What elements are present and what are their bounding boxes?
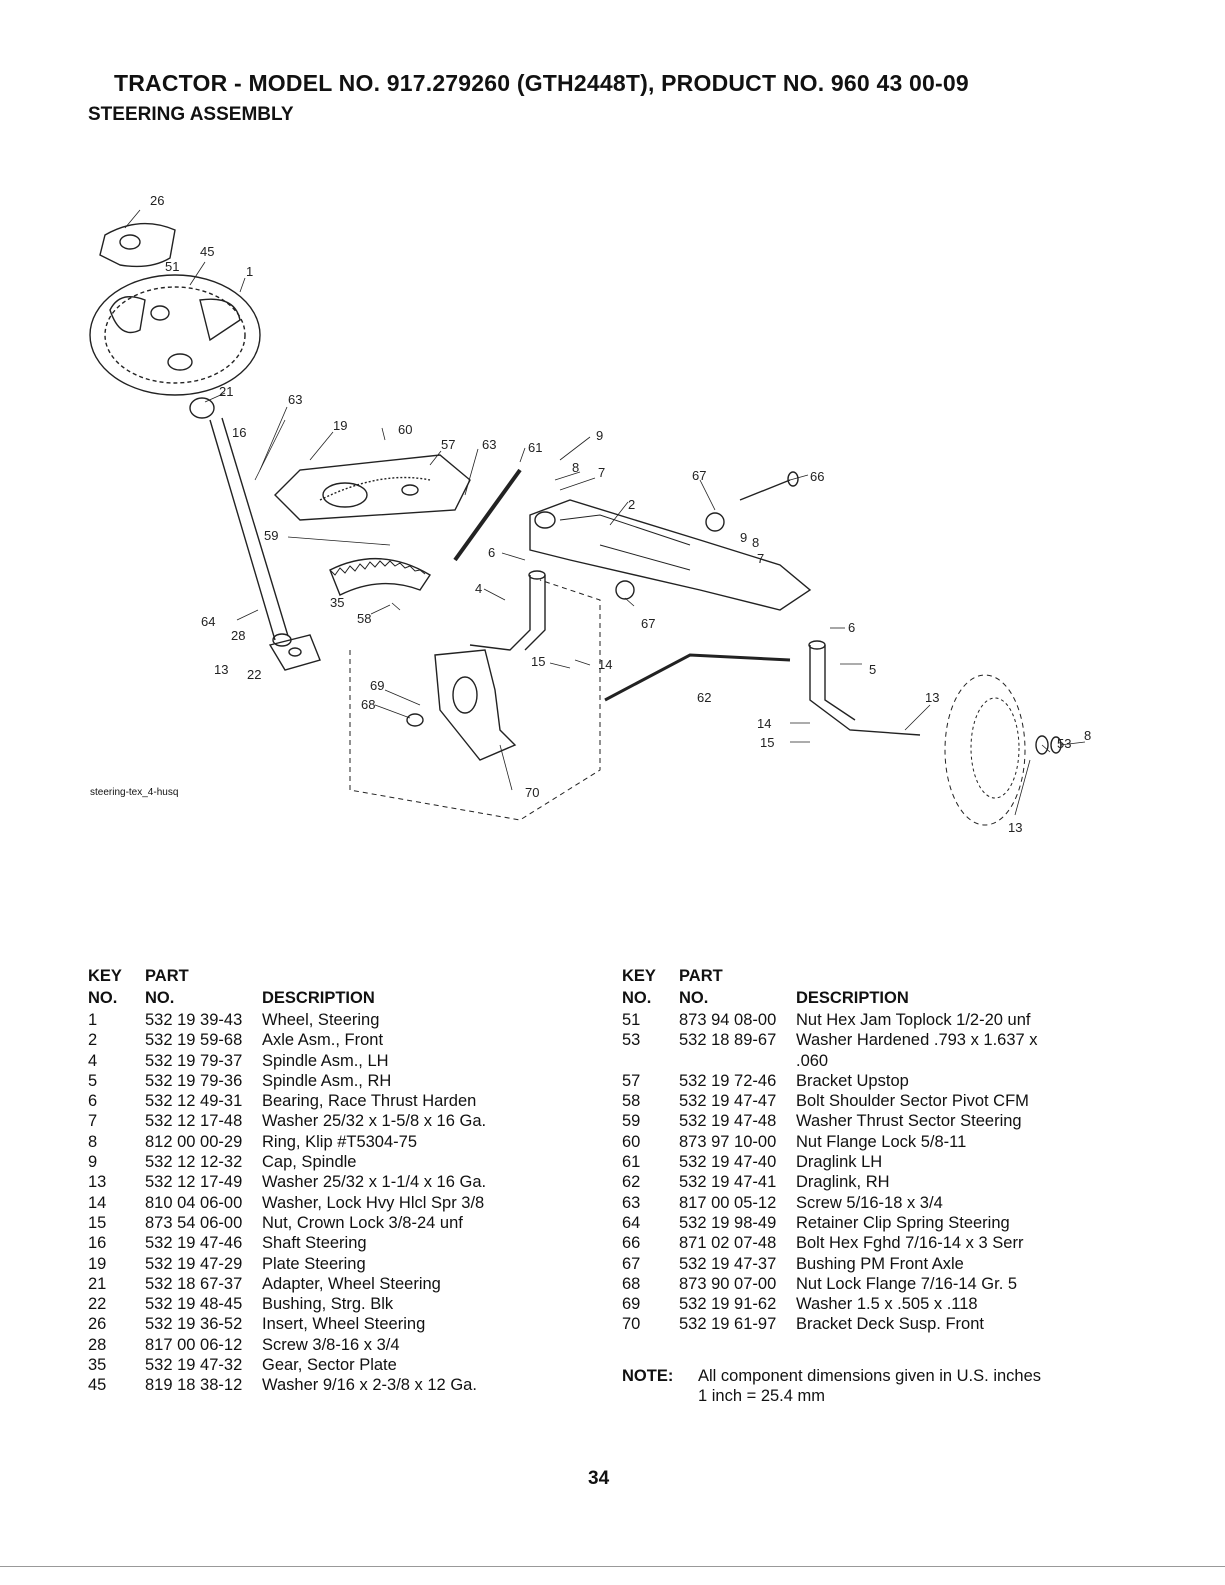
table-row	[622, 1071, 1122, 1091]
table-row	[622, 1010, 1122, 1030]
part-number: 532 12 49-31	[145, 1092, 243, 1111]
part-key: 9	[88, 1153, 98, 1172]
part-number: 532 19 98-49	[679, 1213, 777, 1232]
callout-8b: 8	[752, 535, 760, 550]
table-row	[622, 1152, 1122, 1172]
part-key: 58	[622, 1092, 641, 1111]
table-row	[88, 1335, 558, 1355]
table-row	[88, 1091, 558, 1111]
table-row	[622, 1314, 1122, 1334]
callout-19: 19	[333, 418, 348, 433]
table-row	[622, 1274, 1122, 1294]
part-description: Spindle Asm., LH	[262, 1051, 389, 1070]
part-number: 873 97 10-00	[679, 1132, 777, 1151]
callout-4: 4	[475, 581, 483, 596]
part-description: Washer, Lock Hvy Hlcl Spr 3/8	[262, 1193, 485, 1212]
table-row	[622, 1254, 1122, 1274]
part-number: 817 00 05-12	[679, 1193, 777, 1212]
table-row	[88, 1071, 558, 1091]
description-header: DESCRIPTION	[262, 989, 375, 1007]
note-line-2: 1 inch = 25.4 mm	[698, 1387, 826, 1405]
callout-45: 45	[200, 244, 215, 259]
part-number: 532 19 47-41	[679, 1173, 777, 1192]
table-row	[88, 1254, 558, 1274]
part-description: Screw 5/16-18 x 3/4	[796, 1193, 943, 1212]
callout-9b: 9	[740, 530, 748, 545]
part-description: Bushing, Strg. Blk	[262, 1295, 394, 1314]
part-number: 532 19 36-52	[145, 1315, 243, 1334]
parts-rows-right	[622, 1010, 1122, 1335]
part-header-1: PART	[145, 967, 189, 985]
part-description: Bearing, Race Thrust Harden	[262, 1092, 477, 1111]
part-number: 532 19 47-48	[679, 1112, 777, 1131]
part-number: 532 19 91-62	[679, 1295, 777, 1314]
table-row	[622, 1091, 1122, 1111]
callout-66: 66	[810, 469, 825, 484]
part-key: 53	[622, 1031, 641, 1050]
table-row	[88, 1132, 558, 1152]
axle-bolt	[740, 472, 798, 500]
part-key: 66	[622, 1234, 641, 1253]
part-description: Washer 25/32 x 1-5/8 x 16 Ga.	[262, 1112, 487, 1131]
part-description: Washer Hardened .793 x 1.637 x	[796, 1031, 1038, 1050]
part-key: 68	[622, 1274, 641, 1293]
part-number: 871 02 07-48	[679, 1234, 777, 1253]
part-description: Wheel, Steering	[262, 1011, 380, 1029]
table-row	[88, 1152, 558, 1172]
key-header-2: NO.	[88, 989, 118, 1007]
wheel-insert	[100, 224, 175, 267]
part-description: Cap, Spindle	[262, 1153, 357, 1172]
parts-list-right	[622, 966, 1122, 1335]
callout-59: 59	[264, 528, 279, 543]
callout-1: 1	[246, 264, 254, 279]
description-header: DESCRIPTION	[796, 989, 909, 1007]
callout-13b: 13	[925, 690, 940, 705]
part-number: 873 90 07-00	[679, 1274, 777, 1293]
table-row	[622, 1172, 1122, 1192]
part-description: Gear, Sector Plate	[262, 1356, 397, 1375]
part-description: Shaft Steering	[262, 1234, 367, 1253]
part-key: 69	[622, 1295, 641, 1314]
callout-64: 64	[201, 614, 216, 629]
part-number: 532 19 79-37	[145, 1051, 243, 1070]
table-row	[622, 1233, 1122, 1253]
part-number: 532 19 47-29	[145, 1254, 243, 1273]
table-row	[88, 1030, 558, 1050]
section-subtitle: STEERING ASSEMBLY	[88, 104, 294, 125]
part-key: 35	[88, 1356, 107, 1375]
callout-14b: 14	[757, 716, 772, 731]
part-description: Nut, Crown Lock 3/8-24 unf	[262, 1213, 463, 1232]
part-number: 532 18 67-37	[145, 1274, 243, 1293]
diagram-caption: steering-tex_4-husq	[90, 787, 179, 798]
key-header-1: KEY	[88, 967, 122, 985]
part-number: 532 12 17-49	[145, 1173, 243, 1192]
callout-7b: 7	[757, 551, 765, 566]
deck-bracket	[407, 650, 515, 760]
part-description: Washer 1.5 x .505 x .118	[796, 1295, 978, 1314]
callout-9: 9	[596, 428, 604, 443]
part-key: 28	[88, 1335, 107, 1354]
part-description: Washer Thrust Sector Steering	[796, 1112, 1022, 1131]
part-key: 6	[88, 1092, 98, 1111]
bushing-block	[270, 635, 320, 670]
callout-2: 2	[628, 497, 636, 512]
callout-63b: 63	[482, 437, 497, 452]
table-row	[622, 1294, 1122, 1314]
part-key: 70	[622, 1315, 641, 1334]
part-number: 532 19 72-46	[679, 1071, 777, 1090]
callout-14: 14	[598, 657, 613, 672]
page-number: 34	[588, 1468, 610, 1489]
note-line-1: All component dimensions given in U.S. inches	[698, 1367, 1042, 1385]
table-row	[622, 1030, 1122, 1050]
callout-67b: 67	[641, 616, 656, 631]
table-row	[622, 1193, 1122, 1213]
part-number: 532 19 47-46	[145, 1234, 243, 1253]
part-key: 63	[622, 1193, 641, 1212]
part-key: 61	[622, 1153, 641, 1172]
note	[622, 1366, 1042, 1405]
table-row	[622, 1213, 1122, 1233]
table-row	[88, 1010, 558, 1030]
table-row	[88, 1172, 558, 1192]
callout-7: 7	[598, 465, 606, 480]
part-header-1: PART	[679, 967, 723, 985]
part-description: Bracket Deck Susp. Front	[796, 1315, 984, 1334]
part-number: 532 18 89-67	[679, 1031, 777, 1050]
callout-13c: 13	[1008, 820, 1023, 835]
table-row	[622, 1111, 1122, 1131]
part-number: 532 19 47-32	[145, 1356, 243, 1375]
part-key: 1	[88, 1011, 98, 1029]
part-description: Adapter, Wheel Steering	[262, 1274, 441, 1293]
part-header-2: NO.	[679, 989, 709, 1007]
part-description: Bolt Hex Fghd 7/16-14 x 3 Serr	[796, 1234, 1024, 1253]
table-row	[88, 1294, 558, 1314]
part-key: 62	[622, 1173, 641, 1192]
part-number: 532 19 39-43	[145, 1011, 243, 1029]
part-description: Screw 3/8-16 x 3/4	[262, 1335, 400, 1354]
part-number: 532 19 59-68	[145, 1031, 243, 1050]
callout-67: 67	[692, 468, 707, 483]
front-wheel	[945, 675, 1061, 825]
part-key: 64	[622, 1213, 641, 1232]
callout-51: 51	[165, 259, 180, 274]
part-number: 532 19 47-47	[679, 1092, 777, 1111]
part-key: 16	[88, 1234, 107, 1253]
part-key: 21	[88, 1274, 107, 1293]
callout-70: 70	[525, 785, 540, 800]
callout-26: 26	[150, 193, 165, 208]
bottom-rule	[0, 1566, 1225, 1567]
steering-wheel	[90, 275, 260, 395]
part-description: Insert, Wheel Steering	[262, 1315, 426, 1334]
part-key: 67	[622, 1254, 641, 1273]
part-number: 532 12 17-48	[145, 1112, 243, 1131]
part-key: 45	[88, 1376, 107, 1395]
part-key: 14	[88, 1193, 107, 1212]
part-description: Nut Hex Jam Toplock 1/2-20 unf	[796, 1011, 1031, 1029]
callout-60: 60	[398, 422, 413, 437]
part-key: 19	[88, 1254, 107, 1273]
part-description: Bracket Upstop	[796, 1071, 909, 1090]
parts-list-left	[88, 966, 558, 1396]
part-description: Ring, Klip #T5304-75	[262, 1132, 418, 1151]
part-header-2: NO.	[145, 989, 175, 1007]
table-row	[88, 1274, 558, 1294]
table-row	[88, 1051, 558, 1071]
part-number: 532 19 47-37	[679, 1254, 777, 1273]
callout-28: 28	[231, 628, 246, 643]
table-row	[88, 1111, 558, 1131]
part-description: Bushing PM Front Axle	[796, 1254, 964, 1273]
part-description: Axle Asm., Front	[262, 1031, 384, 1050]
part-number: 873 94 08-00	[679, 1011, 777, 1029]
part-key: 59	[622, 1112, 641, 1131]
callout-68: 68	[361, 697, 376, 712]
part-description: Nut Lock Flange 7/16-14 Gr. 5	[796, 1274, 1018, 1293]
part-description: Bolt Shoulder Sector Pivot CFM	[796, 1092, 1029, 1111]
part-key: 15	[88, 1213, 107, 1232]
steering-plate	[275, 455, 470, 520]
table-row-continuation	[622, 1051, 1122, 1071]
front-axle	[530, 500, 810, 610]
part-description: Plate Steering	[262, 1254, 366, 1273]
key-header-1: KEY	[622, 967, 656, 985]
callout-62: 62	[697, 690, 712, 705]
table-row	[88, 1355, 558, 1375]
part-key: 4	[88, 1051, 98, 1070]
page-title: TRACTOR - MODEL NO. 917.279260 (GTH2448T), PRODUCT NO. 960 43 00-09	[114, 70, 969, 96]
note-label: NOTE:	[622, 1367, 674, 1385]
callout-15b: 15	[760, 735, 775, 750]
parts-list-header	[88, 966, 558, 1010]
part-number: 812 00 00-29	[145, 1132, 243, 1151]
part-key: 5	[88, 1071, 98, 1090]
callout-6: 6	[488, 545, 496, 560]
callout-16: 16	[232, 425, 247, 440]
part-description: Draglink, RH	[796, 1173, 890, 1192]
part-description: Nut Flange Lock 5/8-11	[796, 1132, 967, 1151]
part-number: 532 19 79-36	[145, 1071, 243, 1090]
callout-63: 63	[288, 392, 303, 407]
parts-list-header	[622, 966, 1122, 1010]
part-key: 13	[88, 1173, 107, 1192]
callout-69: 69	[370, 678, 385, 693]
callout-15: 15	[531, 654, 546, 669]
part-key: 22	[88, 1295, 107, 1314]
part-number: 810 04 06-00	[145, 1193, 243, 1212]
callout-6b: 6	[848, 620, 856, 635]
callout-35: 35	[330, 595, 345, 610]
part-number: 532 12 12-32	[145, 1153, 243, 1172]
table-row	[88, 1314, 558, 1334]
part-key: 26	[88, 1315, 107, 1334]
part-key: 57	[622, 1071, 641, 1090]
table-row	[88, 1213, 558, 1233]
part-number: 532 19 47-40	[679, 1153, 777, 1172]
part-description: Draglink LH	[796, 1153, 883, 1172]
part-number: 817 00 06-12	[145, 1335, 243, 1354]
sector-gear	[330, 559, 430, 595]
table-row	[88, 1233, 558, 1253]
callout-57: 57	[441, 437, 456, 452]
callout-58: 58	[357, 611, 372, 626]
part-key: 51	[622, 1011, 641, 1029]
part-description: Retainer Clip Spring Steering	[796, 1213, 1010, 1232]
part-key: 7	[88, 1112, 98, 1131]
part-key: 2	[88, 1031, 98, 1050]
callout-labels	[150, 193, 1091, 835]
parts-rows-left	[88, 1010, 558, 1396]
callout-61: 61	[528, 440, 543, 455]
part-description: Washer 25/32 x 1-1/4 x 16 Ga.	[262, 1173, 487, 1192]
callout-22: 22	[247, 667, 262, 682]
part-description: Spindle Asm., RH	[262, 1071, 392, 1090]
callout-5: 5	[869, 662, 877, 677]
part-key: 8	[88, 1132, 98, 1151]
table-row	[88, 1193, 558, 1213]
callout-53: 53	[1057, 736, 1072, 751]
key-header-2: NO.	[622, 989, 652, 1007]
callout-21: 21	[219, 384, 234, 399]
part-number: 819 18 38-12	[145, 1376, 243, 1395]
spindle-rh	[809, 641, 920, 735]
part-description: Washer 9/16 x 2-3/8 x 12 Ga.	[262, 1376, 477, 1395]
part-description-cont: .060	[796, 1051, 829, 1070]
table-row	[88, 1375, 558, 1395]
callout-8: 8	[572, 460, 580, 475]
part-key: 60	[622, 1132, 641, 1151]
part-number: 532 19 48-45	[145, 1295, 243, 1314]
part-number: 532 19 61-97	[679, 1315, 777, 1334]
table-row	[622, 1132, 1122, 1152]
callout-13: 13	[214, 662, 229, 677]
callout-8c: 8	[1084, 728, 1092, 743]
part-number: 873 54 06-00	[145, 1213, 243, 1232]
